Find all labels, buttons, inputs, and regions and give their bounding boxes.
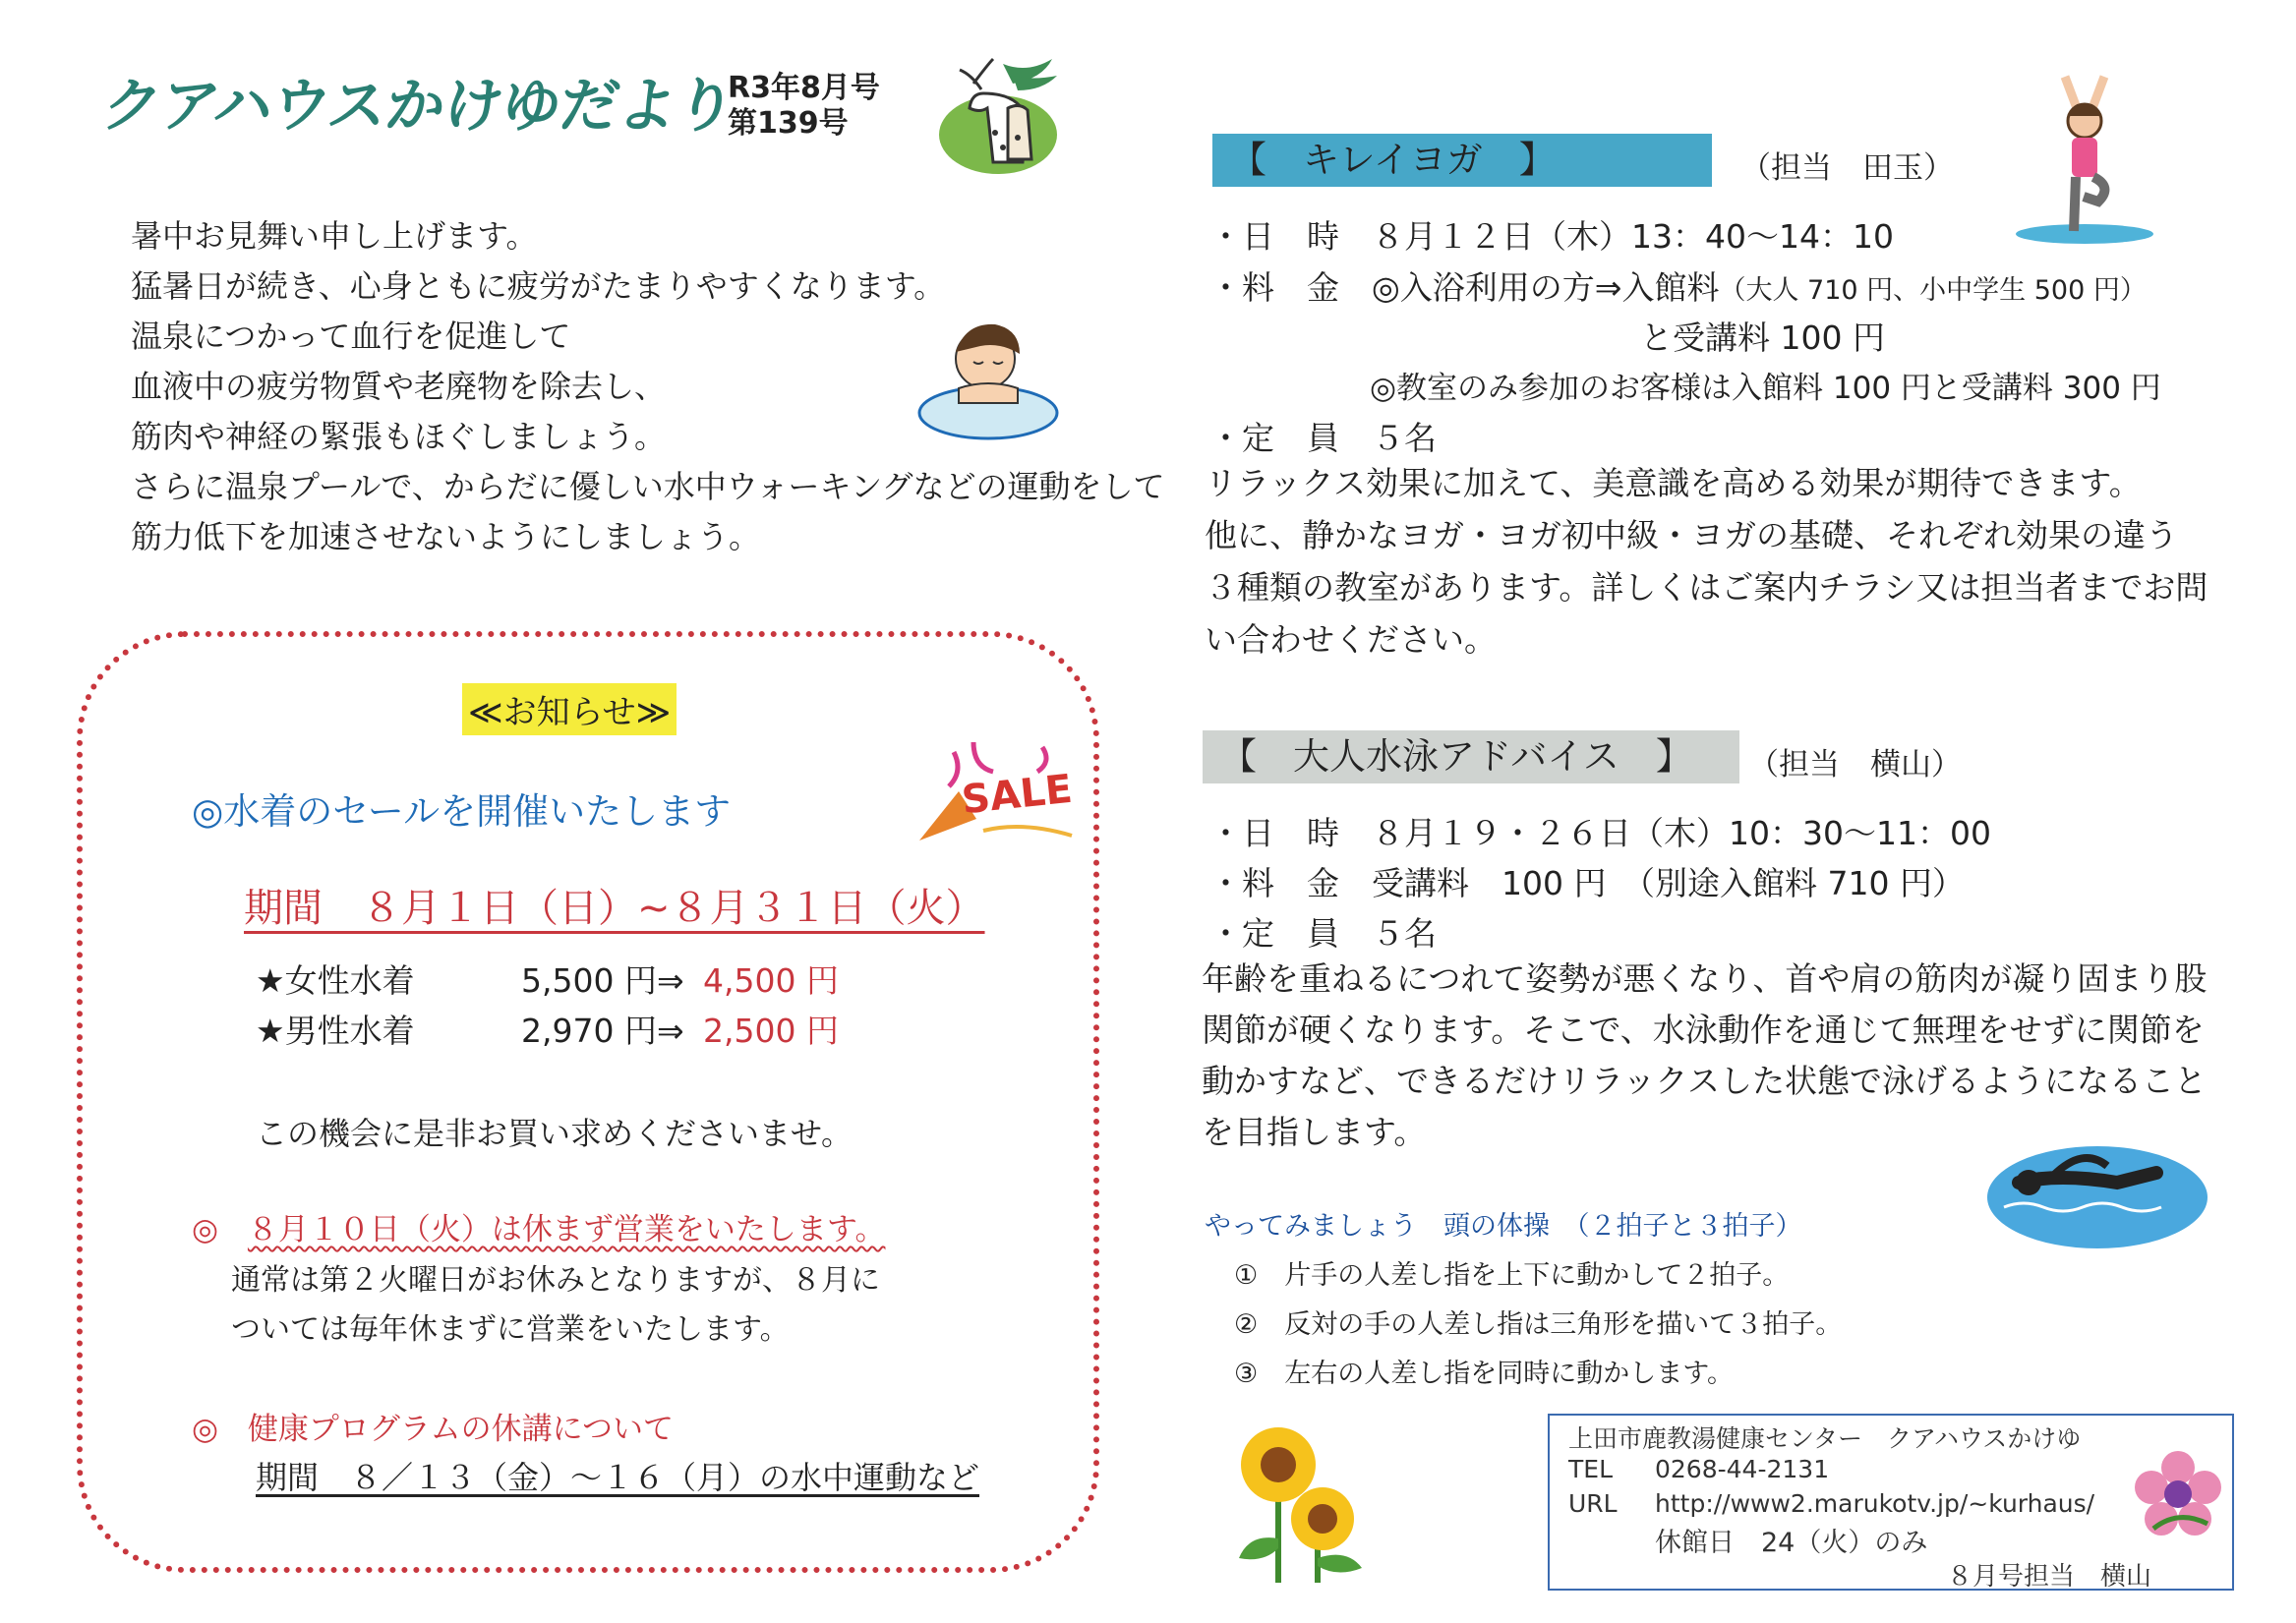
org-name: 上田市鹿教湯健康センター クアハウスかけゆ xyxy=(1568,1424,2082,1453)
intro-line: 筋力低下を加速させないようにしましょう。 xyxy=(131,518,761,555)
health-program-period: 期間 ８／１３（金）～１６（月）の水中運動など xyxy=(256,1459,980,1496)
intro-line: 暑中お見舞い申し上げます。 xyxy=(131,217,538,255)
notice-heading: ≪お知らせ≫ xyxy=(462,683,677,735)
swim-desc-line: 年齢を重ねるにつれて姿勢が悪くなり、首や肩の筋肉が凝り固まり股 xyxy=(1202,959,2208,998)
yoga-heading: 【 キレイヨガ 】 xyxy=(1212,134,1712,187)
health-program-heading xyxy=(192,1404,674,1448)
url-label: URL xyxy=(1568,1489,1618,1518)
intro-line: 温泉につかって血行を促進して xyxy=(131,318,571,355)
yoga-fee xyxy=(1209,262,2147,309)
yoga-desc-line: ３種類の教室があります。詳しくはご案内チラシ又は担当者までお問 xyxy=(1205,568,2208,607)
newsletter-title: クアハウスかけゆだより xyxy=(97,72,739,141)
exercise-step: ③ 左右の人差し指を同時に動かします。 xyxy=(1234,1359,1735,1389)
swimmer-icon xyxy=(1984,1138,2210,1251)
bullet-mark: ◎ xyxy=(192,1212,219,1247)
intro-line: 血液中の疲労物質や老廃物を除去し、 xyxy=(131,368,667,405)
open-day-body xyxy=(231,1256,880,1355)
bullet-mark: ◎ xyxy=(192,1412,219,1447)
sale-badge-text: SALE xyxy=(959,766,1075,824)
swim-fee: ・料 金 受講料 100 円 （別途入館料 710 円） xyxy=(1209,864,1965,902)
exercise-title: やってみましょう 頭の体操 （２拍子と３拍子） xyxy=(1205,1211,1802,1242)
yoga-description xyxy=(1205,457,2208,666)
closed-day: 休館日 24（火）のみ xyxy=(1655,1528,1928,1558)
yoga-capacity: ・定 員 ５名 xyxy=(1209,419,1437,457)
yoga-fee-line3: ◎教室のみ参加のお客様は入館料 100 円と受講料 300 円 xyxy=(1370,371,2161,406)
deer-logo-icon xyxy=(934,54,1062,177)
issue-month: R3年8月号 xyxy=(728,71,880,105)
health-program-title: 健康プログラムの休講について xyxy=(247,1412,674,1447)
sunflower-icon xyxy=(1219,1420,1377,1588)
price-label: ★女性水着 xyxy=(256,961,415,1000)
sale-title: ◎水着のセールを開催いたします xyxy=(192,790,732,833)
intro-line: 筋肉や神経の緊張もほぐしましょう。 xyxy=(131,418,667,455)
open-day-line: 通常は第２火曜日がお休みとなりますが、８月に xyxy=(231,1263,880,1298)
swim-desc-line: 動かすなど、できるだけリラックスした状態で泳げるようになること xyxy=(1202,1062,2208,1100)
issue-editor: ８月号担当 横山 xyxy=(1947,1562,2152,1592)
open-day-title: ８月１０日（火）は休まず営業をいたします。 xyxy=(247,1212,886,1247)
website-link[interactable]: http://www2.marukotv.jp/~kurhaus/ xyxy=(1655,1489,2095,1518)
yoga-desc-line: リラックス効果に加えて、美意識を高める効果が期待できます。 xyxy=(1205,464,2142,502)
yoga-fee-detail: （大人 710 円、小中学生 500 円） xyxy=(1719,275,2147,306)
sale-badge xyxy=(914,732,1082,850)
price-list xyxy=(256,956,885,1056)
tel-label: TEL xyxy=(1568,1455,1613,1483)
swim-desc-line: を目指します。 xyxy=(1202,1113,1427,1151)
flower-logo-icon xyxy=(2134,1450,2222,1538)
issue-number xyxy=(728,71,880,142)
intro-line: さらに温泉プールで、からだに優しい水中ウォーキングなどの運動をして xyxy=(131,468,1165,505)
price-label: ★男性水着 xyxy=(256,1012,415,1050)
exercise-steps xyxy=(1234,1251,1842,1399)
exercise-step: ① 片手の人差し指を上下に動かして２拍子。 xyxy=(1234,1260,1790,1291)
swim-date: ・日 時 ８月１９・２６日（木）10：30～11：00 xyxy=(1209,814,1991,852)
exercise-step: ② 反対の手の人差し指は三角形を描いて３拍子。 xyxy=(1234,1309,1843,1340)
swim-capacity: ・定 員 ５名 xyxy=(1209,914,1437,953)
sale-closing: この機会に是非お買い求めくださいませ。 xyxy=(256,1115,854,1152)
swim-staff: （担当 横山） xyxy=(1748,747,1962,783)
price-row-men xyxy=(256,1006,885,1056)
sunflower-bloom xyxy=(1241,1427,1316,1502)
yoga-staff: （担当 田玉） xyxy=(1740,150,1954,186)
sale-period: 期間 ８月１日（日）~８月３１日（火） xyxy=(244,886,985,931)
yoga-date: ・日 時 ８月１２日（木）13：40～14：10 xyxy=(1209,217,1894,256)
tel-number: 0268-44-2131 xyxy=(1655,1455,1830,1483)
swim-heading: 【 大人水泳アドバイス 】 xyxy=(1203,730,1739,783)
swim-description xyxy=(1202,954,2207,1158)
yoga-pose-icon xyxy=(2011,67,2158,249)
yoga-desc-line: い合わせください。 xyxy=(1205,620,1497,659)
open-day-line: ついては毎年休まずに営業をいたします。 xyxy=(231,1312,790,1347)
intro-line: 猛暑日が続き、心身ともに疲労がたまりやすくなります。 xyxy=(131,267,946,305)
old-price: 2,970 円⇒ xyxy=(521,1012,684,1050)
yoga-fee-label: ・料 金 ◎入浴利用の方⇒入館料 xyxy=(1209,268,1720,307)
new-price: 2,500 円 xyxy=(703,1012,839,1050)
old-price: 5,500 円⇒ xyxy=(521,961,684,1000)
new-price: 4,500 円 xyxy=(703,961,839,1000)
onsen-bather-icon xyxy=(914,305,1062,442)
yoga-fee-line2: と受講料 100 円 xyxy=(1640,319,1885,357)
swim-desc-line: 関節が硬くなります。そこで、水泳動作を通じて無理をせずに関節を xyxy=(1202,1011,2205,1049)
open-day-heading xyxy=(192,1204,885,1248)
price-row-women xyxy=(256,956,885,1006)
issue-count: 第139号 xyxy=(728,106,849,141)
sunflower-bloom xyxy=(1291,1487,1354,1550)
yoga-desc-line: 他に、静かなヨガ・ヨガ初中級・ヨガの基礎、それぞれ効果の違う xyxy=(1205,516,2178,554)
